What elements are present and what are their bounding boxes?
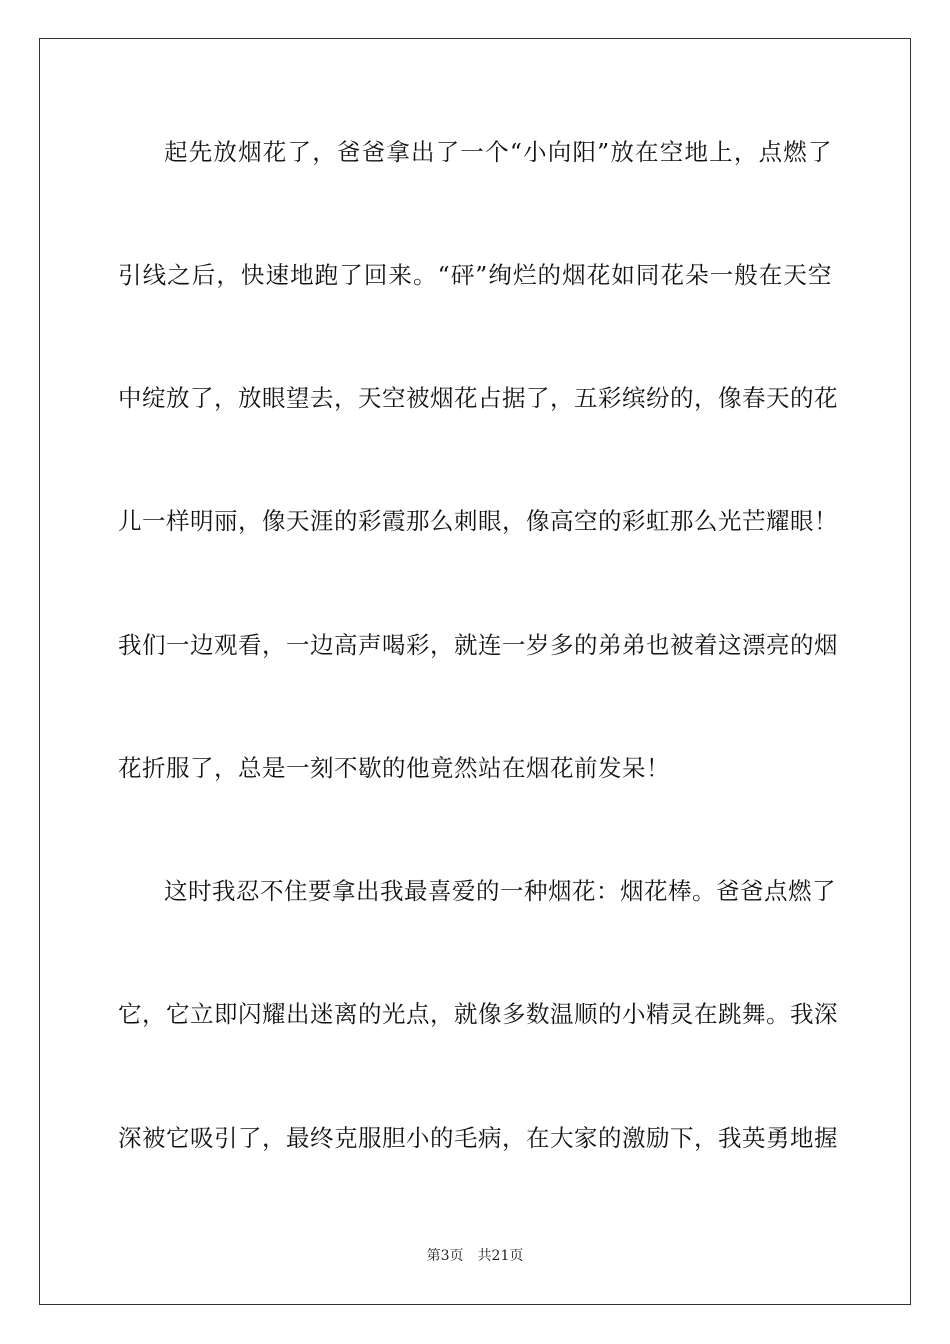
paragraph-line: 中绽放了，放眼望去，天空被烟花占据了，五彩缤纷的，像春天的花 <box>118 384 838 412</box>
page-total: 共21页 <box>477 1248 524 1264</box>
paragraph-line: 它，它立即闪耀出迷离的光点，就像多数温顺的小精灵在跳舞。我深 <box>118 1000 838 1028</box>
page-number: 第3页 <box>426 1248 464 1264</box>
page-border <box>39 38 911 1305</box>
paragraph-line: 我们一边观看，一边高声喝彩，就连一岁多的弟弟也被着这漂亮的烟 <box>118 631 838 659</box>
paragraph-line: 引线之后，快速地跑了回来。“砰”绚烂的烟花如同花朵一般在天空 <box>118 261 832 289</box>
paragraph-line: 起先放烟花了，爸爸拿出了一个“小向阳”放在空地上，点燃了 <box>164 138 832 166</box>
paragraph-line: 花折服了，总是一刻不歇的他竟然站在烟花前发呆！ <box>118 754 670 782</box>
paragraph-line: 儿一样明丽，像天涯的彩霞那么刺眼，像高空的彩虹那么光芒耀眼！ <box>118 507 838 535</box>
page-footer <box>0 1247 950 1265</box>
paragraph-line: 这时我忍不住要拿出我最喜爱的一种烟花：烟花棒。爸爸点燃了 <box>164 877 836 905</box>
paragraph-line: 深被它吸引了，最终克服胆小的毛病，在大家的激励下，我英勇地握 <box>118 1124 838 1152</box>
